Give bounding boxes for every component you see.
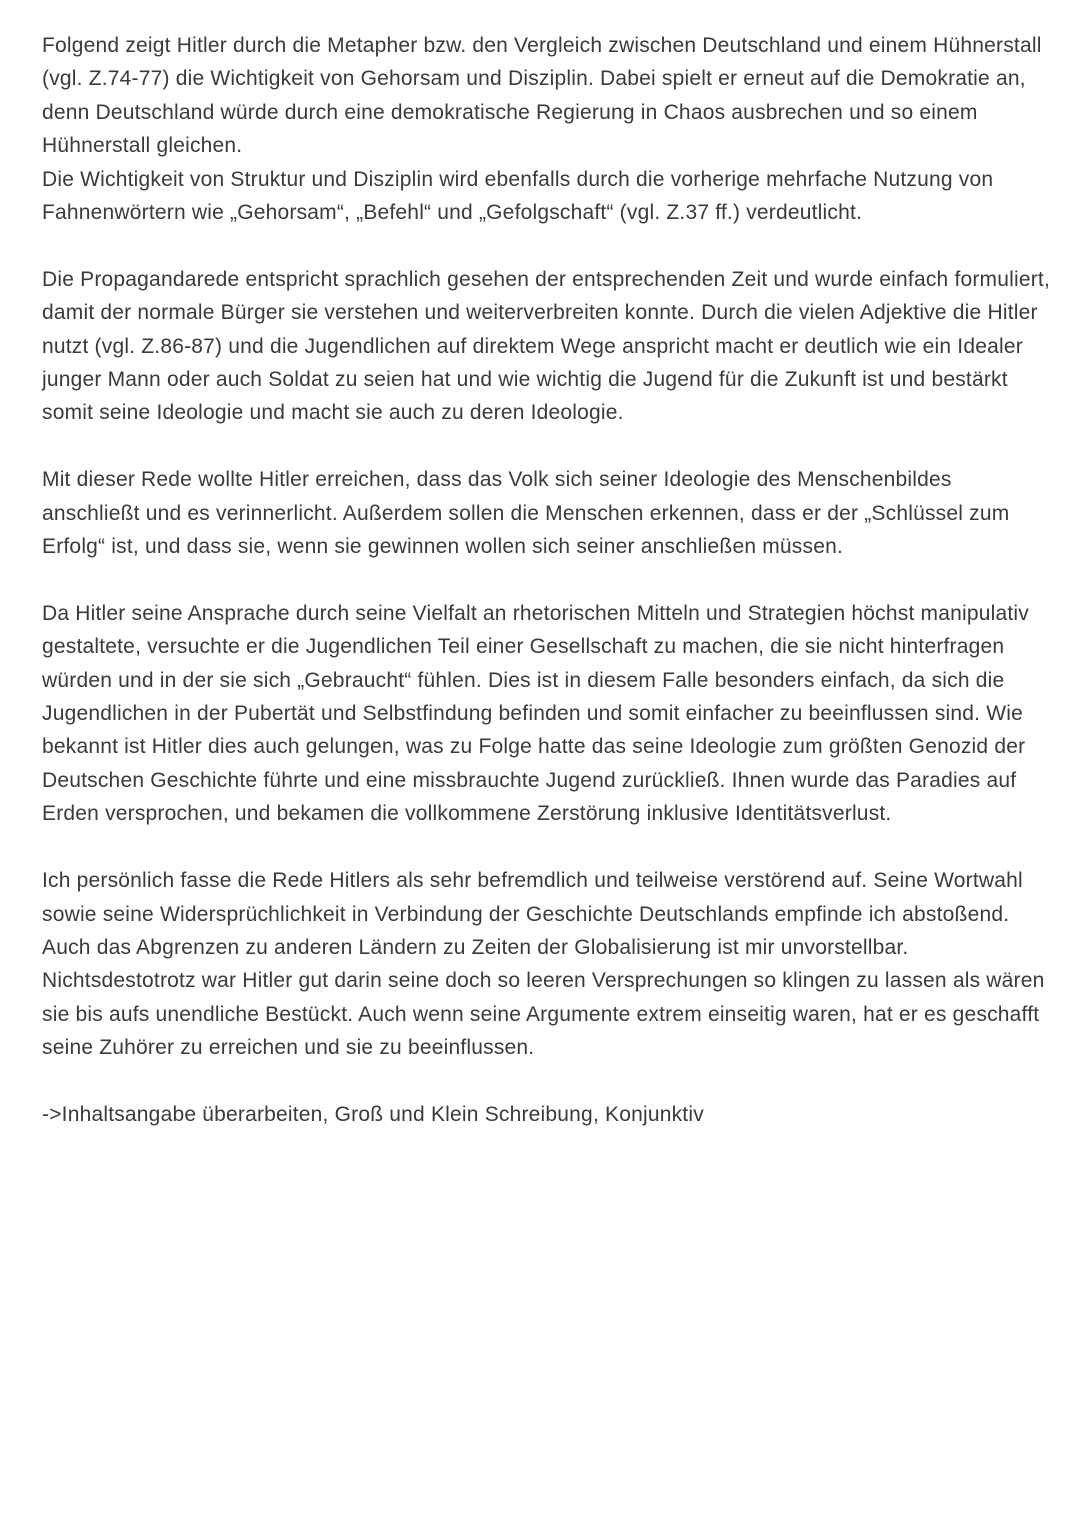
- paragraph-language: Die Propagandarede entspricht sprachlich gesehen der entsprechenden Zeit und wurde einfach formuliert, damit der normale Bürger sie verstehen und weiterverbreiten konnte. Durch die vielen Adjektive die Hitler nutzt (vgl. Z.86-87) und die Jugendlichen auf direktem Wege anspricht macht er deutlich wie ein Idealer junger Mann oder auch Soldat zu seien hat und wie wichtig die Jugend für die Zukunft ist und bestärkt somit seine Ideologie und macht sie auch zu deren Ideologie.: [42, 267, 1050, 425]
- paragraph-metaphor: Folgend zeigt Hitler durch die Metapher bzw. den Vergleich zwischen Deutschland und einem Hühnerstall (vgl. Z.74-77) die Wichtigkeit von Gehorsam und Disziplin. Dabei spielt er erneut auf die Demokratie an, denn Deutschland würde durch eine demokratische Regierung in Chaos ausbrechen und so einem Hühnerstall gleichen.: [42, 34, 1042, 158]
- paragraph-personal-opinion: Ich persönlich fasse die Rede Hitlers als sehr befremdlich und teilweise verstörend auf. Seine Wortwahl sowie seine Widersprüchlichkeit in Verbindung der Geschichte Deutschlands empfinde ich abstoßend. Auch das Abgrenzen zu anderen Ländern zu Zeiten der Globalisierung ist mir unvorstellbar. Nichtsdestotrotz war Hitler gut darin seine doch so leeren Versprechungen so klingen zu lassen als wären sie bis aufs unendliche Bestückt. Auch wenn seine Argumente extrem einseitig waren, hat er es geschafft seine Zuhörer zu erreichen und sie zu beeinflussen.: [42, 869, 1045, 1060]
- paragraph-flag-words: Die Wichtigkeit von Struktur und Disziplin wird ebenfalls durch die vorherige mehrfache Nutzung von Fahnenwörtern wie „Gehorsam“, „Befehl“ und „Gefolgschaft“ (vgl. Z.37 ff.) verdeutlicht.: [42, 167, 994, 225]
- paragraph-manipulation: Da Hitler seine Ansprache durch seine Vielfalt an rhetorischen Mitteln und Strategien höchst manipulativ gestaltete, versuchte er die Jugendlichen Teil einer Gesellschaft zu machen, die sie nicht hinterfragen würden und in der sie sich „Gebraucht“ fühlen. Dies ist in diesem Falle besonders einfach, da sich die Jugendlichen in der Pubertät und Selbstfindung befinden und somit einfacher zu beeinflussen sind. Wie bekannt ist Hitler dies auch gelungen, was zu Folge hatte das seine Ideologie zum größten Genozid der Deutschen Geschichte führte und eine missbrauchte Jugend zurückließ. Ihnen wurde das Paradies auf Erden versprochen, und bekamen die vollkommene Zerstörung inklusive Identitätsverlust.: [42, 601, 1029, 826]
- document-body: [42, 29, 1052, 1131]
- paragraph-intention: Mit dieser Rede wollte Hitler erreichen, dass das Volk sich seiner Ideologie des Menschenbildes anschließt und es verinnerlicht. Außerdem sollen die Menschen erkennen, dass er der „Schlüssel zum Erfolg“ ist, und dass sie, wenn sie gewinnen wollen sich seiner anschließen müssen.: [42, 468, 1010, 559]
- revision-note: ->Inhaltsangabe überarbeiten, Groß und Klein Schreibung, Konjunktiv: [42, 1102, 704, 1126]
